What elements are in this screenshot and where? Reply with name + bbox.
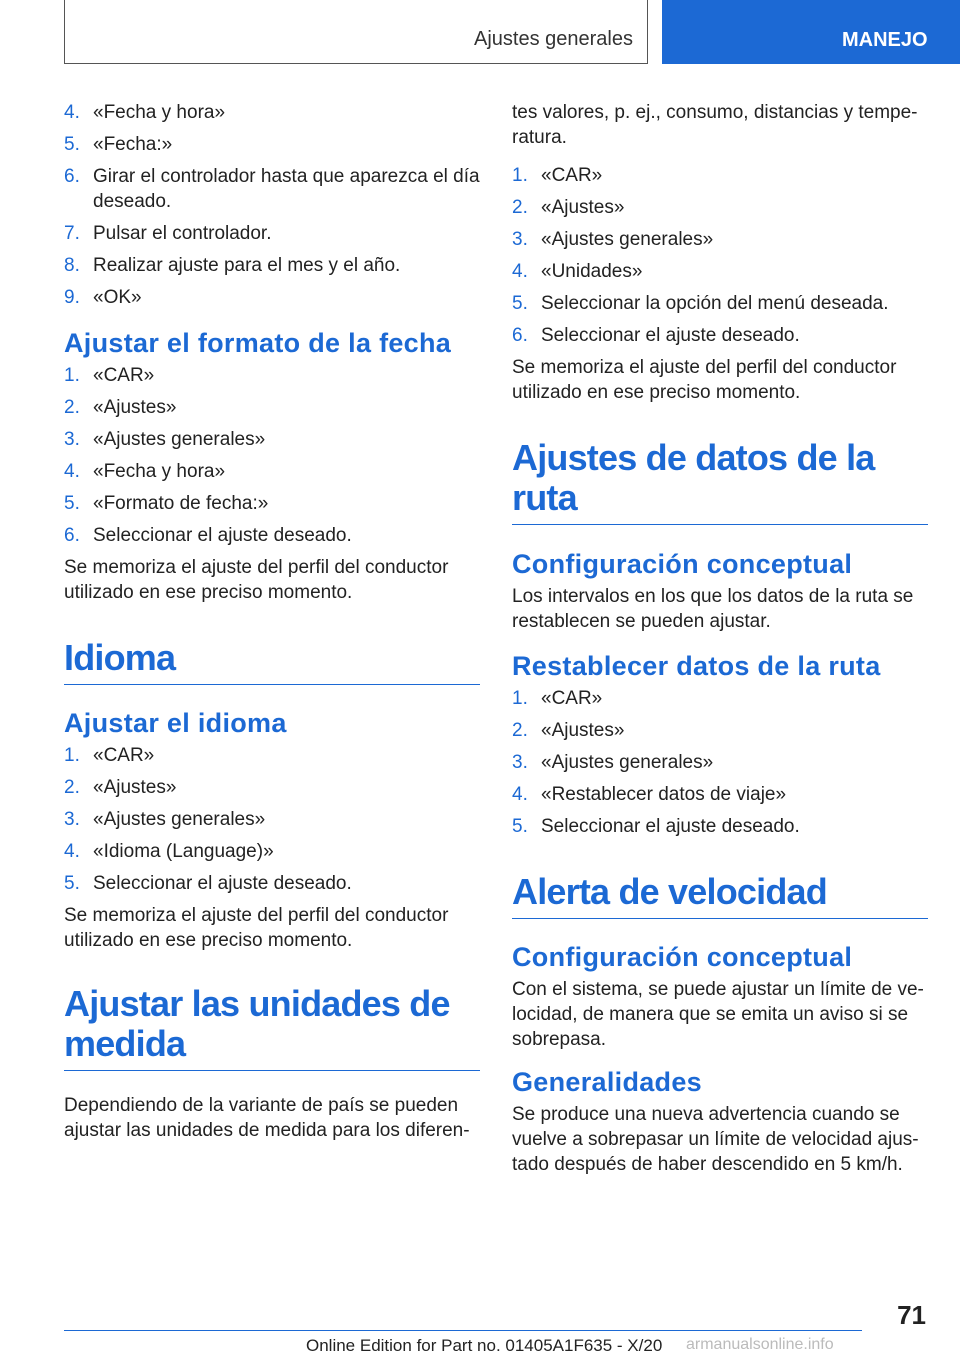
step-text: «CAR» — [93, 365, 155, 386]
step-number: 2. — [512, 197, 528, 218]
date-steps-list — [64, 100, 480, 310]
speed-concept-heading: Configuración conceptual — [512, 942, 853, 972]
step-number: 1. — [512, 165, 528, 186]
date-format-steps-list — [64, 363, 480, 548]
page-number: 71 — [897, 1300, 926, 1330]
step-text: «CAR» — [93, 745, 155, 766]
date-format-note: Se memoriza el ajuste del perfil del conductor utilizado en ese preciso momento. — [64, 557, 449, 603]
step-number: 9. — [64, 287, 80, 308]
list-item — [512, 291, 928, 316]
step-text: «Ajustes generales» — [93, 809, 266, 830]
list-item — [512, 718, 928, 743]
step-text: «Fecha y hora» — [93, 461, 226, 482]
list-item — [64, 491, 480, 516]
step-number: 4. — [512, 784, 528, 805]
list-item — [512, 686, 928, 711]
list-item — [64, 427, 480, 452]
list-item — [512, 323, 928, 348]
trip-reset-heading: Restablecer datos de la ruta — [512, 651, 881, 681]
list-item — [64, 775, 480, 800]
speed-alert-title: Alerta de velocidad — [512, 872, 928, 919]
step-number: 5. — [64, 873, 80, 894]
right-column — [512, 100, 928, 1184]
step-number: 2. — [64, 777, 80, 798]
step-number: 6. — [512, 325, 528, 346]
step-number: 2. — [64, 397, 80, 418]
units-intro-continued: tes valores, p. ej., consumo, distancias y tempe-ratura. — [512, 102, 918, 148]
units-title: Ajustar las unidades de medida — [64, 984, 480, 1071]
footer-divider — [64, 1330, 862, 1331]
units-note: Se memoriza el ajuste del perfil del conductor utilizado en ese preciso momento. — [512, 357, 897, 403]
step-text: «Ajustes generales» — [541, 752, 714, 773]
list-item — [64, 363, 480, 388]
list-item — [64, 523, 480, 548]
left-column — [64, 100, 480, 1150]
step-number: 4. — [64, 102, 80, 123]
watermark-text: armanualsonline.info — [686, 1336, 834, 1353]
header-chapter-label: MANEJO — [842, 29, 928, 51]
list-item — [64, 743, 480, 768]
step-number: 6. — [64, 525, 80, 546]
step-number: 3. — [64, 429, 80, 450]
step-text: Seleccionar el ajuste deseado. — [541, 816, 800, 837]
step-number: 7. — [64, 223, 80, 244]
list-item — [64, 871, 480, 896]
step-text: «Restablecer datos de viaje» — [541, 784, 787, 805]
step-text: Realizar ajuste para el mes y el año. — [93, 255, 401, 276]
step-text: Pulsar el controlador. — [93, 223, 272, 244]
step-text: Seleccionar el ajuste deseado. — [541, 325, 800, 346]
step-number: 6. — [64, 166, 80, 187]
step-text: Girar el controlador hasta que aparezca el día deseado. — [93, 166, 480, 212]
language-title: Idioma — [64, 638, 480, 685]
list-item — [512, 259, 928, 284]
trip-concept-text: Los intervalos en los que los datos de la ruta se restablecen se pueden ajustar. — [512, 586, 914, 632]
step-text: Seleccionar el ajuste deseado. — [93, 525, 352, 546]
step-number: 4. — [64, 461, 80, 482]
step-text: «Ajustes generales» — [541, 229, 714, 250]
step-text: «Unidades» — [541, 261, 643, 282]
step-text: «Ajustes» — [93, 777, 177, 798]
trip-reset-steps-list — [512, 686, 928, 839]
header-section-box — [64, 0, 648, 64]
step-text: «Ajustes» — [541, 197, 625, 218]
date-format-heading: Ajustar el formato de la fecha — [64, 328, 452, 358]
step-number: 5. — [64, 493, 80, 514]
list-item — [64, 132, 480, 157]
list-item — [64, 253, 480, 278]
list-item — [512, 814, 928, 839]
step-number: 1. — [512, 688, 528, 709]
step-text: «CAR» — [541, 688, 603, 709]
step-number: 5. — [512, 816, 528, 837]
list-item — [64, 221, 480, 246]
step-text: Seleccionar la opción del menú deseada. — [541, 293, 889, 314]
units-intro-text: Dependiendo de la variante de país se pueden ajustar las unidades de medida para los diferen- — [64, 1095, 470, 1141]
list-item — [512, 227, 928, 252]
language-note: Se memoriza el ajuste del perfil del conductor utilizado en ese preciso momento. — [64, 905, 449, 951]
language-heading: Ajustar el idioma — [64, 708, 287, 738]
list-item — [512, 782, 928, 807]
list-item — [64, 285, 480, 310]
speed-general-text: Se produce una nueva advertencia cuando se vuelve a sobrepasar un límite de velocidad ajus-tado después de haber descendido en 5 km/h. — [512, 1104, 919, 1175]
step-number: 8. — [64, 255, 80, 276]
step-text: «Fecha y hora» — [93, 102, 226, 123]
step-number: 1. — [64, 745, 80, 766]
trip-concept-heading: Configuración conceptual — [512, 549, 853, 579]
list-item — [64, 395, 480, 420]
trip-data-title: Ajustes de datos de la ruta — [512, 438, 928, 525]
step-number: 4. — [512, 261, 528, 282]
step-text: «OK» — [93, 287, 142, 308]
list-item — [64, 459, 480, 484]
speed-concept-text: Con el sistema, se puede ajustar un límite de ve-locidad, de manera que se emita un aviso si se sobrepasa. — [512, 979, 924, 1050]
language-steps-list — [64, 743, 480, 896]
header-chapter-tab — [662, 0, 960, 64]
step-text: «Ajustes generales» — [93, 429, 266, 450]
list-item — [64, 164, 480, 214]
step-text: «CAR» — [541, 165, 603, 186]
list-item — [512, 163, 928, 188]
units-steps-list — [512, 163, 928, 348]
list-item — [64, 100, 480, 125]
list-item — [64, 807, 480, 832]
step-text: «Ajustes» — [93, 397, 177, 418]
step-number: 3. — [512, 752, 528, 773]
step-text: «Idioma (Language)» — [93, 841, 274, 862]
step-text: «Formato de fecha:» — [93, 493, 269, 514]
header-section-title: Ajustes generales — [474, 28, 633, 50]
list-item — [64, 839, 480, 864]
step-number: 5. — [64, 134, 80, 155]
step-number: 3. — [512, 229, 528, 250]
step-text: Seleccionar el ajuste deseado. — [93, 873, 352, 894]
step-number: 4. — [64, 841, 80, 862]
step-number: 2. — [512, 720, 528, 741]
edition-text: Online Edition for Part no. 01405A1F635 - X/20 — [306, 1336, 663, 1355]
step-text: «Ajustes» — [541, 720, 625, 741]
step-text: «Fecha:» — [93, 134, 173, 155]
list-item — [512, 750, 928, 775]
step-number: 5. — [512, 293, 528, 314]
step-number: 1. — [64, 365, 80, 386]
list-item — [512, 195, 928, 220]
speed-general-heading: Generalidades — [512, 1067, 702, 1097]
step-number: 3. — [64, 809, 80, 830]
